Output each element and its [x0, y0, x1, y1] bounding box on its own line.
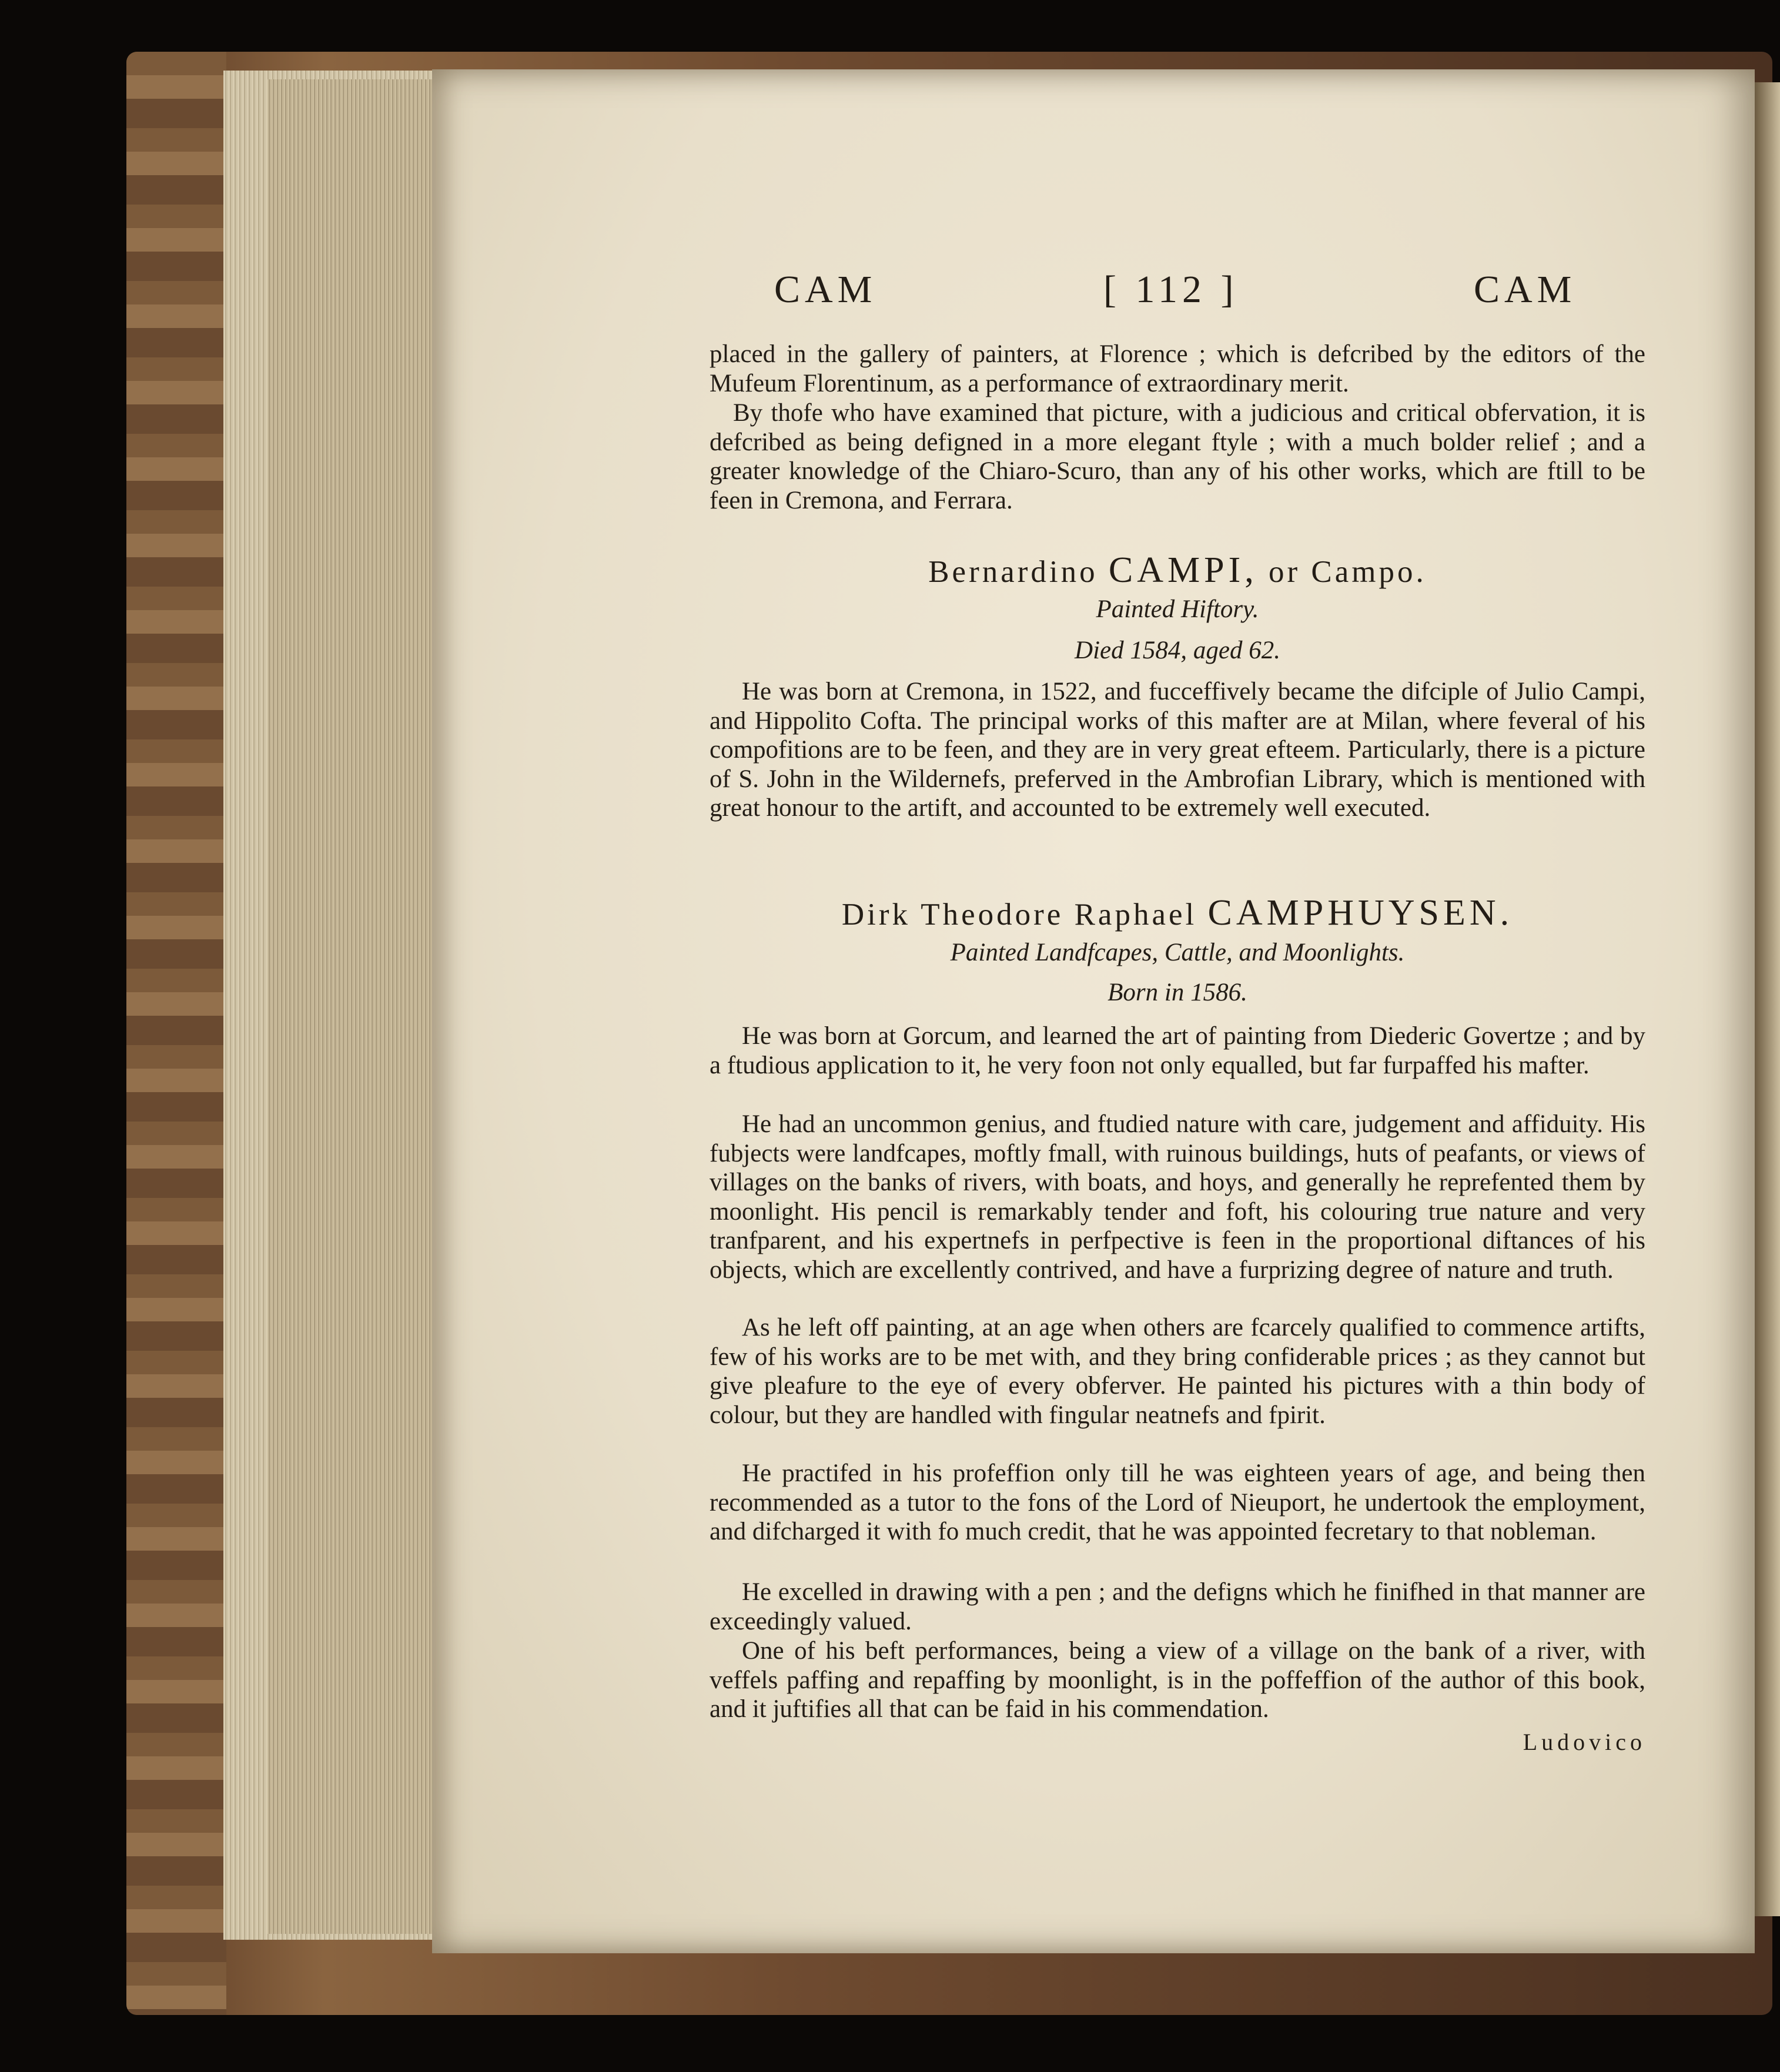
entry-paragraph: He practifed in his profeffion only till he was eighteen years of age, and being then recommended as a tutor to the fons of the Lord of Nieuport, he undertook the employment, and difcharged it with fo much credit, that he was appointed fecretary to that nobleman. — [710, 1460, 1645, 1546]
entry-name-prefix: Dirk Theodore Raphael — [841, 898, 1197, 932]
book-spine — [126, 52, 226, 2015]
intro-paragraph-1: placed in the gallery of painters, at Florence ; which is defcribed by the editors of the Mufeum Florentinum, as a performance of extraordinary merit. — [710, 340, 1645, 397]
running-head-right: CAM — [1474, 268, 1577, 311]
entry-paragraph: He was born at Cremona, in 1522, and fucceffively became the difciple of Julio Campi, and Hippolito Cofta. The principal works of this mafter are at Milan, where feveral of his compofitions are to be feen, and they are in very great efteem. Particularly, there is a picture of S. John in the Wildernefs, preferved in the Ambrofian Library, which is mentioned with great honour to the artift, and accounted to be extremely well executed. — [710, 678, 1645, 822]
entry-name-prefix: Bernardino — [928, 555, 1098, 589]
page-number: [ 112 ] — [1103, 268, 1239, 311]
entry-paragraph: He was born at Gorcum, and learned the art of painting from Diederic Govertze ; and by a ftudious application to it, he very foon not only equalled, but far furpaffed his mafter. — [710, 1022, 1645, 1079]
page-edges-inner — [267, 79, 432, 1934]
entry-paragraph: One of his beft performances, being a view of a village on the bank of a river, with veffels paffing and repaffing by moonlight, is in the poffeffion of the author of this book, and it juftifies all that can be faid in his commendation. — [710, 1637, 1645, 1723]
intro-paragraph-2: By thofe who have examined that picture, with a judicious and critical obfervation, it is defcribed as being defigned in a more elegant ftyle ; with a much bolder relief ; and a greater knowledge of the Chiaro-Scuro, than any of his other works, which are ftill to be feen in Cremona, and Ferrara. — [710, 399, 1645, 514]
entry-paragraph: He had an uncommon genius, and ftudied nature with care, judgement and affiduity. His fubjects were landfcapes, moftly fmall, with ruinous buildings, huts of peafants, or views of villages on the banks of rivers, with boats, and hoys, and generally he reprefented them by moonlight. His pencil is remarkably tender and foft, his colouring true nature and very tranfparent, and his expertnefs in perfpective is feen in the proportional diftances of his objects, which are excellently contrived, and have a furprizing degree of nature and truth. — [710, 1110, 1645, 1284]
entry-surname: CAMPHUYSEN. — [1207, 893, 1514, 933]
entry-specialty: Painted Hiftory. — [1096, 595, 1259, 623]
catchword: Ludovico — [1523, 1729, 1646, 1755]
running-head-left: CAM — [774, 268, 877, 311]
entry-surname: CAMPI, — [1108, 550, 1258, 590]
entry-name-suffix: or Campo. — [1269, 555, 1427, 589]
entry-paragraph: As he left off painting, at an age when others are fcarcely qualified to commence artifts, few of his works are to be met with, and they bring confiderable prices ; as they cannot but give pleafure to the eye of every obferver. He painted his pictures with a thin body of colour, but they are handled with fingular neatnefs and fpirit. — [710, 1314, 1645, 1429]
running-head — [710, 267, 1645, 314]
entry-heading-camphuysen — [710, 892, 1645, 934]
entry-heading-campi — [710, 550, 1645, 591]
entry-paragraph: He excelled in drawing with a pen ; and the defigns which he finifhed in that manner are exceedingly valued. — [710, 1578, 1645, 1635]
entry-dates: Born in 1586. — [1108, 979, 1247, 1006]
entry-specialty: Painted Landfcapes, Cattle, and Moonlights. — [950, 939, 1405, 966]
entry-dates: Died 1584, aged 62. — [1075, 637, 1280, 664]
facing-page-edge — [1755, 82, 1780, 1916]
